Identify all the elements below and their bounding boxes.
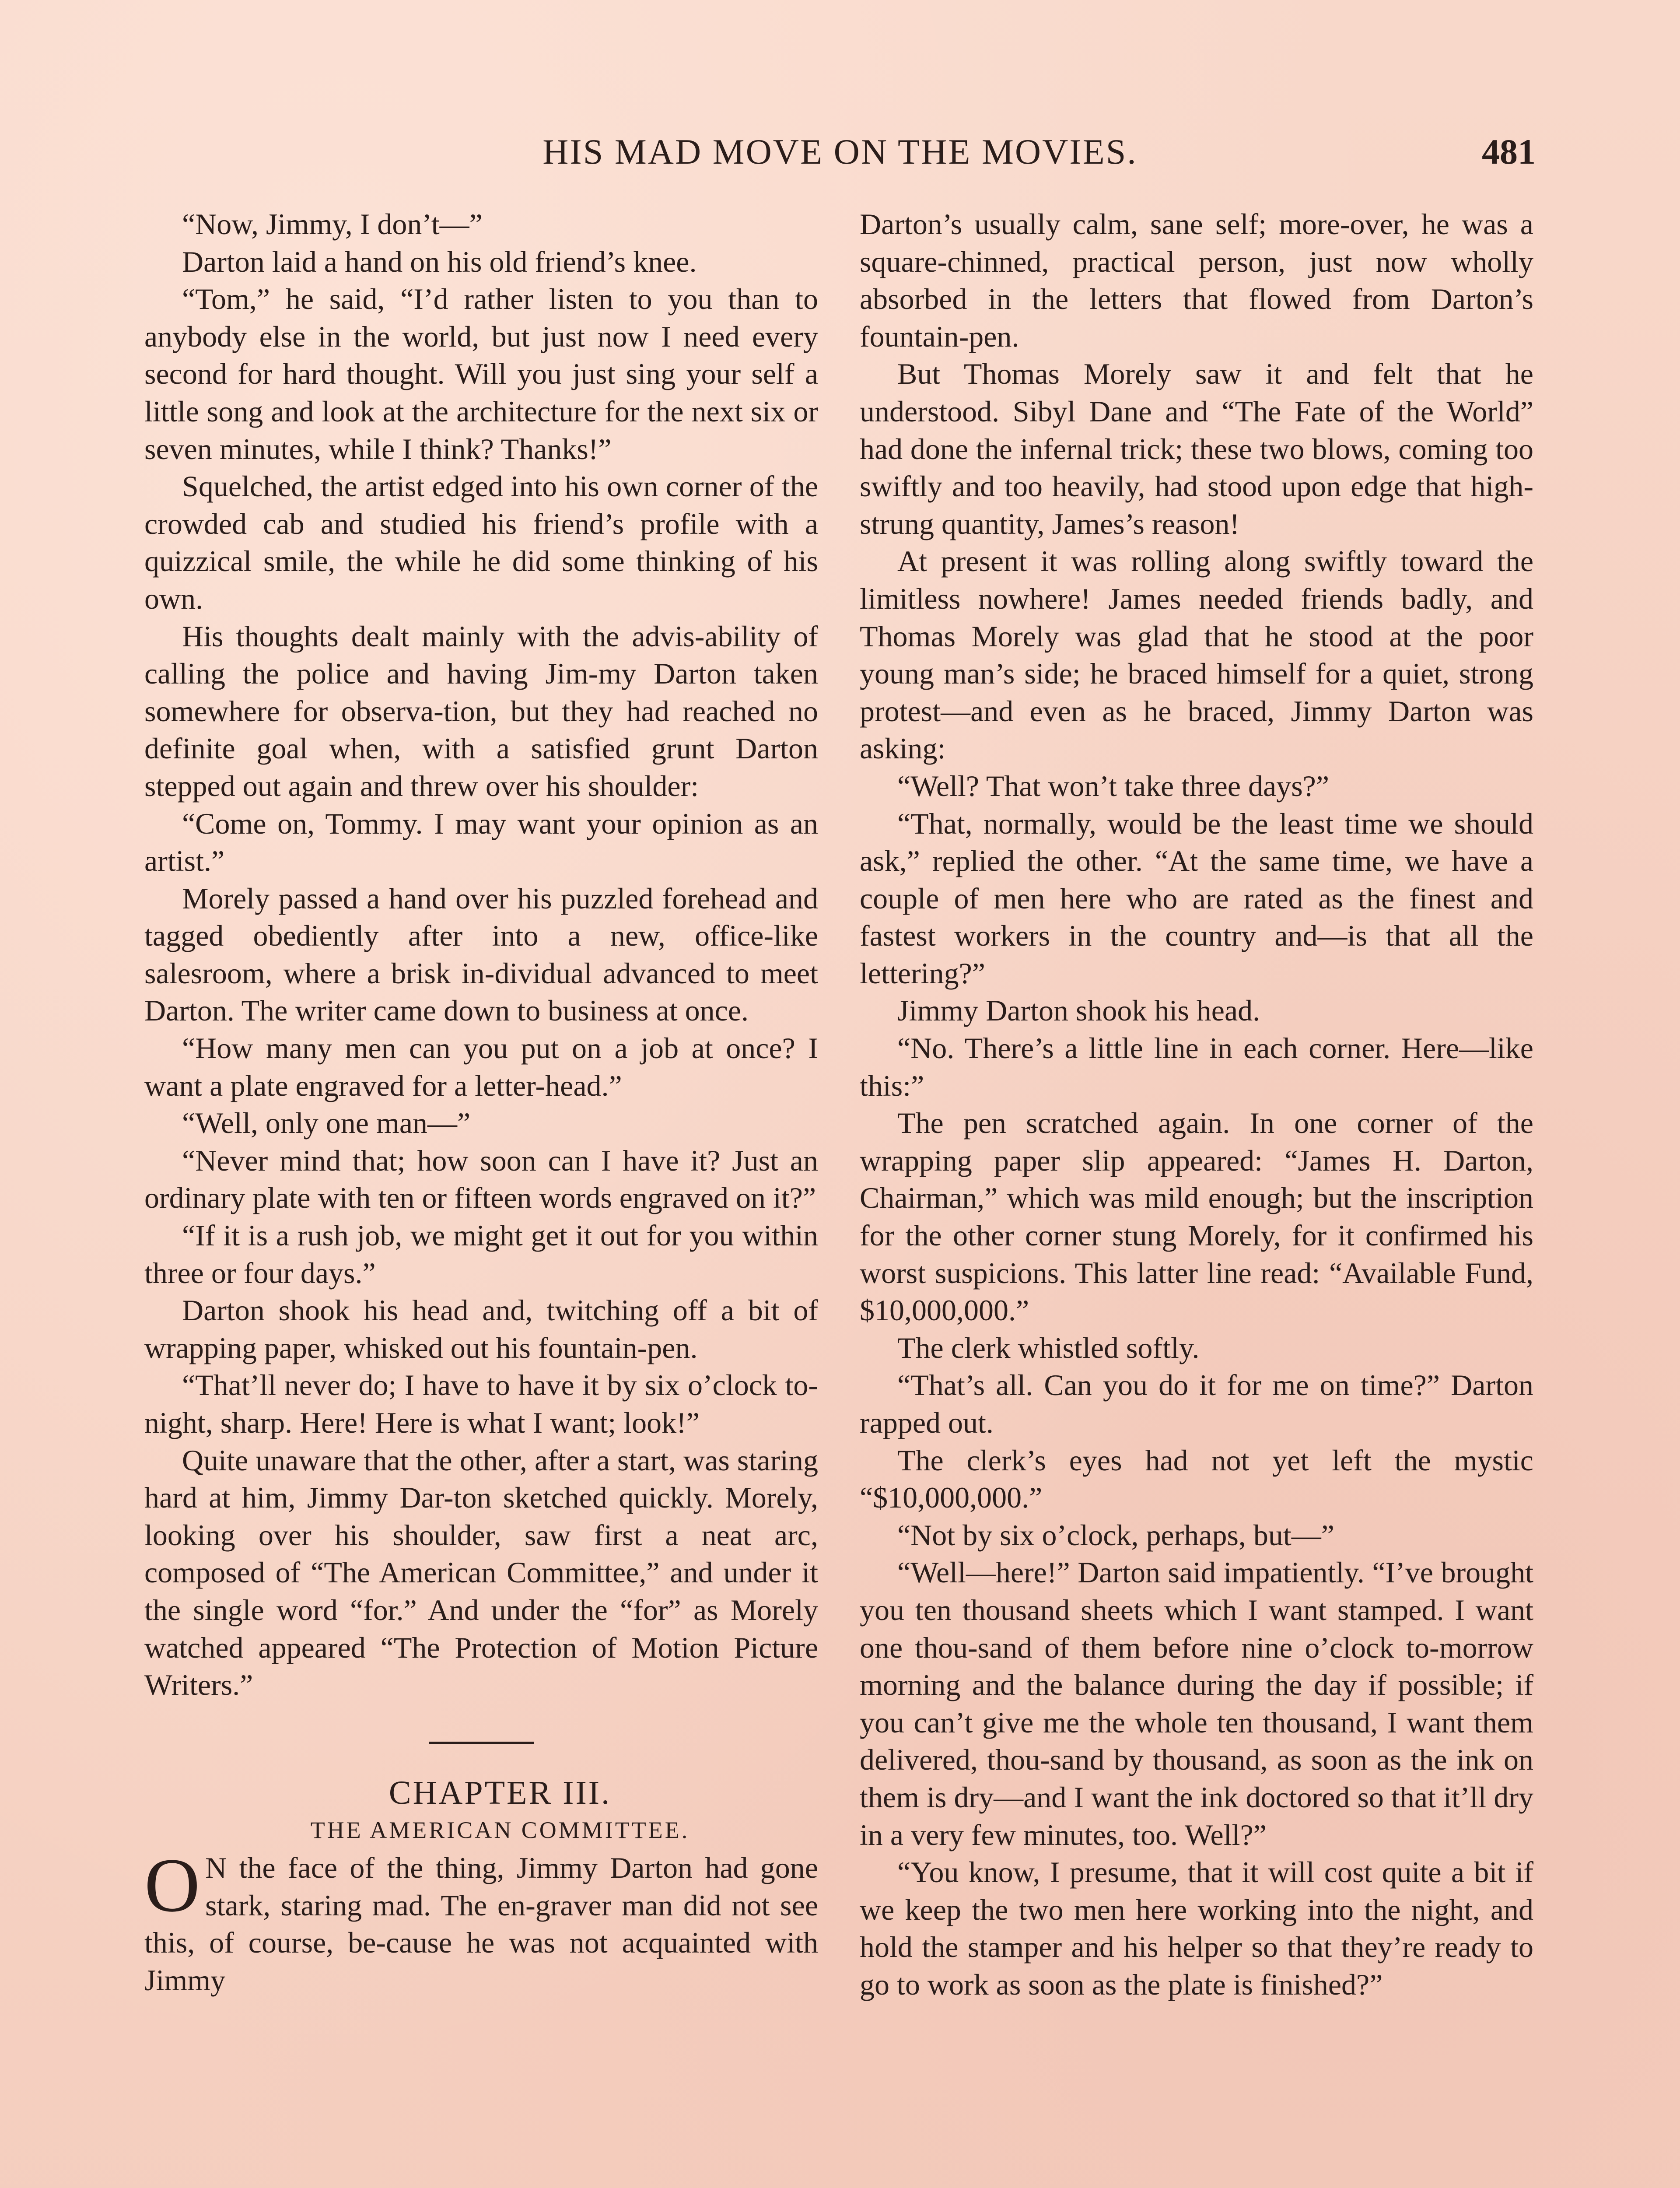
paragraph: At present it was rolling along swiftly toward the limitless nowhere! James needed friends badly, and Thomas Morely was glad that he stood at the poor young man’s side; he braced himself for a quiet, strong protest—and even as he braced, Jimmy Darton was asking:	[860, 544, 1533, 765]
paragraph: “No. There’s a little line in each corner. Here—like this:”	[860, 1031, 1533, 1102]
paragraph: “Well? That won’t take three days?”	[897, 769, 1330, 803]
paragraph: Darton shook his head and, twitching off a bit of wrapping paper, whisked out his fountain-pen.	[144, 1294, 818, 1364]
paragraph: Darton’s usually calm, sane self; more-over, he was a square-chinned, practical person, just now wholly absorbed in the letters that flowed from Darton’s fountain-pen.	[860, 207, 1533, 353]
paragraph: The clerk’s eyes had not yet left the mystic “$10,000,000.”	[860, 1443, 1533, 1515]
paragraph: “If it is a rush job, we might get it out for you within three or four days.”	[144, 1219, 818, 1290]
paragraph: Squelched, the artist edged into his own corner of the crowded cab and studied his friend’s profile with a quizzical smile, the while he did some thinking of his own.	[144, 470, 818, 615]
section-divider	[429, 1742, 534, 1744]
chapter-title: CHAPTER III.	[388, 1774, 612, 1811]
paragraph: “Well—here!” Darton said impatiently. “I’ve brought you ten thousand sheets which I want stamped. I want one thou-sand of them before nine o’clock to-morrow morning and the balance during the day if possible; if you can’t give me the whole ten thousand, I want them delivered, thou-sand by thousand, as soon as the ink on them is dry—and I want the ink doctored so that it’ll dry in a very few minutes, too. Well?”	[860, 1556, 1533, 1851]
paragraph: Jimmy Darton shook his head.	[897, 994, 1260, 1027]
chapter-opening-text: N the face of the thing, Jimmy Darton had gone stark, staring mad. The en-graver man did not see this, of course, be-cause he was not acquainted with Jimmy	[144, 1851, 818, 1997]
paragraph: “Tom,” he said, “I’d rather listen to you than to anybody else in the world, but just now I need every second for hard thought. Will you just sing your self a little song and look at the architecture for the next six or seven minutes, while I think? Thanks!”	[144, 282, 818, 466]
paragraph: “You know, I presume, that it will cost quite a bit if we keep the two men here working into the night, and hold the stamper and his helper so that they’re ready to go to work as soon as the plate is finished?”	[860, 1855, 1533, 2001]
paragraph: “That’s all. Can you do it for me on time?” Darton rapped out.	[860, 1368, 1533, 1439]
drop-cap: O	[144, 1842, 200, 1928]
paragraph: The clerk whistled softly.	[897, 1331, 1200, 1364]
paragraph: “Never mind that; how soon can I have it? Just an ordinary plate with ten or fifteen words engraved on it?”	[144, 1143, 818, 1215]
page-header	[144, 131, 1536, 175]
paragraph: The pen scratched again. In one corner of the wrapping paper slip appeared: “James H. Darton, Chairman,” which was mild enough; but the inscription for the other corner stung Morely, for it confirmed his worst suspicions. This latter line read: “Available Fund, $10,000,000.”	[860, 1106, 1533, 1327]
paragraph: But Thomas Morely saw it and felt that he understood. Sibyl Dane and “The Fate of the World” had done the infernal trick; these two blows, coming too swiftly and too heavily, had stood upon edge that high-strung quantity, James’s reason!	[860, 357, 1533, 540]
paragraph: “How many men can you put on a job at once? I want a plate engraved for a letter-head.”	[144, 1031, 818, 1102]
paragraph: Darton laid a hand on his old friend’s knee.	[182, 245, 697, 278]
running-title: HIS MAD MOVE ON THE MOVIES.	[542, 132, 1138, 172]
paragraph: “That, normally, would be the least time we should ask,” replied the other. “At the same time, we have a couple of men here who are rated as the finest and fastest workers in the country and—is that all the lettering?”	[860, 806, 1533, 990]
paragraph: “Not by six o’clock, perhaps, but—”	[897, 1518, 1334, 1552]
paragraph: Quite unaware that the other, after a start, was staring hard at him, Jimmy Dar-ton sketched quickly. Morely, looking over his shoulder, saw first a neat arc, composed of “The American Committee,” and under it the single word “for.” And under the “for” as Morely watched appeared “The Protection of Motion Picture Writers.”	[144, 1443, 818, 1702]
paragraph: Morely passed a hand over his puzzled forehead and tagged obediently after into a new, office-like salesroom, where a brisk in-dividual advanced to meet Darton. The writer came down to business at once.	[144, 881, 818, 1027]
left-column	[144, 206, 818, 1999]
paragraph: “Now, Jimmy, I don’t—”	[182, 207, 483, 241]
page-number: 481	[1482, 132, 1536, 172]
right-column	[860, 206, 1533, 2004]
chapter-opening-paragraph	[144, 1842, 818, 1999]
paragraph: His thoughts dealt mainly with the advis-ability of calling the police and having Jim-my Darton taken somewhere for observa-tion, but they had reached no definite goal when, with a satisfied grunt Darton stepped out again and threw over his shoulder:	[144, 619, 818, 803]
paragraph: “Come on, Tommy. I may want your opinion as an artist.”	[144, 806, 818, 878]
paragraph: “That’ll never do; I have to have it by six o’clock to-night, sharp. Here! Here is what I want; look!”	[144, 1368, 818, 1439]
paragraph: “Well, only one man—”	[182, 1106, 471, 1140]
chapter-subtitle: THE AMERICAN COMMITTEE.	[310, 1817, 690, 1844]
